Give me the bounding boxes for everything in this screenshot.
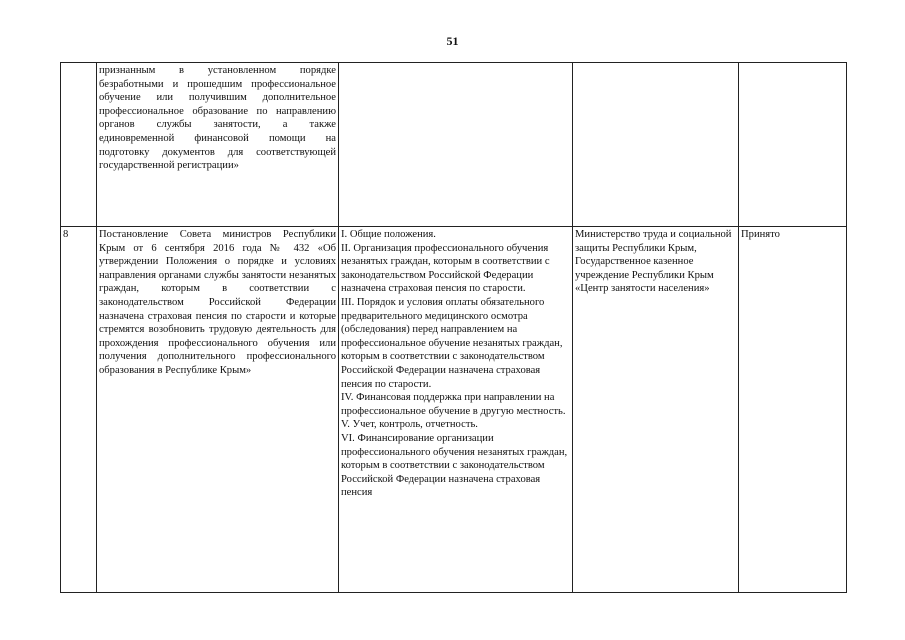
status-cell — [739, 63, 847, 227]
table-row — [61, 227, 847, 593]
content-section: VI. Финансирование организации профессионального обучения незанятых граждан, которым в соответствии с законодательством Российской Федерации назначена страховая пенсия — [341, 432, 568, 499]
responsible-cell: Министерство труда и социальной защиты Республики Крым, Государственное казенное учреждение Республики Крым «Центр занятости населения» — [573, 227, 739, 593]
document-table — [60, 62, 847, 593]
document-title-cell: признанным в установленном порядке безработными и прошедшим профессиональное обучение или получившим дополнительное профессиональное образование по направлению органов службы занятости, а также единовременной финансовой помощи на подготовку документов для соответствующей государственной регистрации» — [97, 63, 339, 227]
content-section: I. Общие положения. — [341, 229, 436, 240]
content-cell — [339, 63, 573, 227]
responsible-cell — [573, 63, 739, 227]
content-section: II. Организация профессионального обучения незанятых граждан, которым в соответствии с законодательством Российской Федерации назначена страховая пенсия по старости. — [341, 242, 550, 295]
status-cell: Принято — [739, 227, 847, 593]
content-cell — [339, 227, 573, 593]
content-section: III. Порядок и условия оплаты обязательного предварительного медицинского осмотра (обследования) перед направлением на профессиональное обучение незанятых граждан, которым в соответствии с законодательством Российской Федерации назначена страховая пенсия по старости. — [341, 296, 563, 390]
content-section: IV. Финансовая поддержка при направлении на профессиональное обучение в другую местность. — [341, 392, 566, 417]
row-number-cell — [61, 63, 97, 227]
content-section: V. Учет, контроль, отчетность. — [341, 419, 478, 431]
page-number: 51 — [446, 34, 459, 48]
table-row — [61, 63, 847, 227]
document-title-cell: Постановление Совета министров Республики Крым от 6 сентября 2016 года № 432 «Об утверждении Положения о порядке и условиях направления органами службы занятости незанятых граждан, которым в соответствии с законодательством Российской Федерации назначена страховая пенсия по старости и которые стремятся возобновить трудовую деятельность для прохождения профессионального обучения или получения дополнительного профессионального образования в Республике Крым» — [97, 227, 339, 593]
row-number-cell: 8 — [61, 227, 97, 593]
